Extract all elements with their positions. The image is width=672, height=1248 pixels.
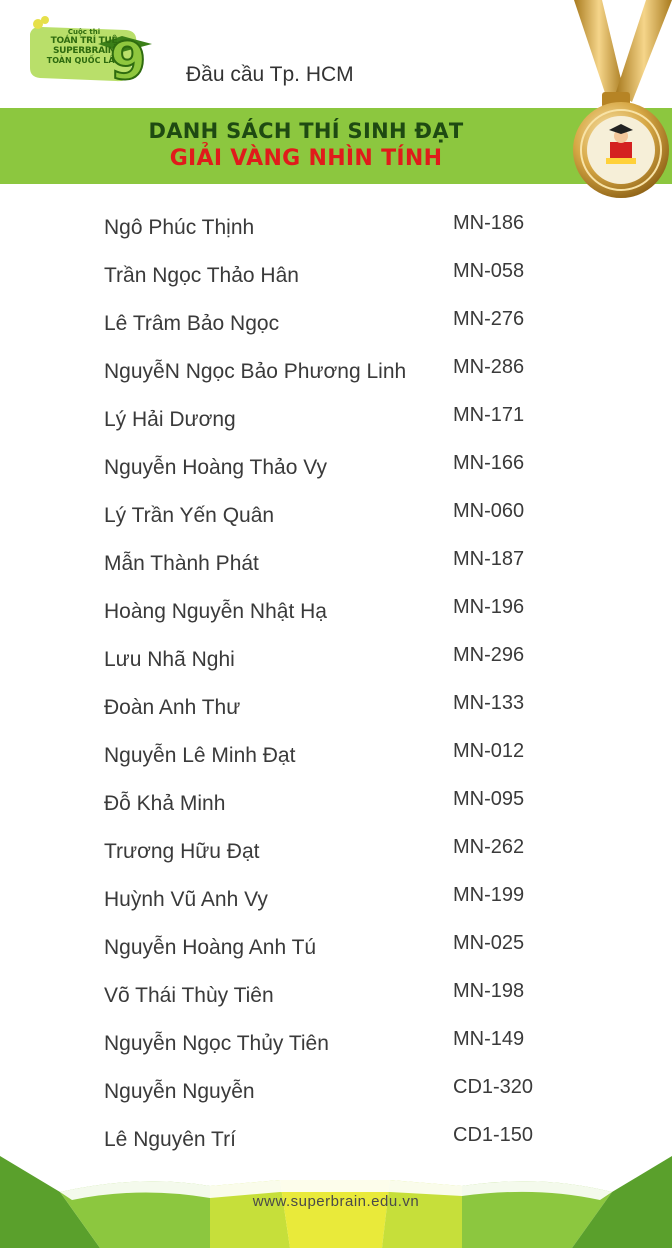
student-name: Nguyễn Ngọc Thủy Tiên <box>104 1032 329 1055</box>
list-item <box>0 350 672 398</box>
list-item <box>0 542 672 590</box>
student-name: Hoàng Nguyễn Nhật Hạ <box>104 600 327 623</box>
logo-line-2: SUPERBRAIN <box>52 46 116 56</box>
student-name: Lưu Nhã Nghi <box>104 648 235 671</box>
student-name: Nguyễn Hoàng Anh Tú <box>104 936 317 959</box>
logo-line-3: TOÀN QUỐC LẦN <box>46 56 122 65</box>
student-code: MN-286 <box>453 356 525 378</box>
list-item <box>0 926 672 974</box>
logo-number: 9 <box>110 32 147 92</box>
student-name: Ngô Phúc Thịnh <box>104 216 255 239</box>
student-name: Võ Thái Thùy Tiên <box>104 984 274 1007</box>
list-item <box>0 206 672 254</box>
student-code: CD1-320 <box>453 1076 534 1098</box>
student-code: MN-186 <box>453 212 525 234</box>
list-item <box>0 1022 672 1070</box>
student-name: Đỗ Khả Minh <box>104 792 226 815</box>
list-item <box>0 398 672 446</box>
student-code: MN-133 <box>453 692 525 714</box>
student-name: Nguyễn Nguyễn <box>104 1080 255 1103</box>
logo-line-1: TOÁN TRÍ TUỆ <box>50 36 118 46</box>
student-code: MN-060 <box>453 500 525 522</box>
student-list <box>0 206 672 1166</box>
student-code: MN-058 <box>453 260 525 282</box>
list-item <box>0 686 672 734</box>
student-code: MN-262 <box>453 836 525 858</box>
student-name: Nguyễn Lê Minh Đạt <box>104 744 296 767</box>
student-code: MN-187 <box>453 548 525 570</box>
list-item <box>0 590 672 638</box>
student-code: MN-276 <box>453 308 525 330</box>
gold-medal-icon <box>560 0 672 210</box>
list-item <box>0 1070 672 1118</box>
student-code: MN-171 <box>453 404 525 426</box>
list-item <box>0 494 672 542</box>
student-name: Lê Nguyên Trí <box>104 1128 236 1151</box>
student-code: MN-296 <box>453 644 525 666</box>
student-name: Đoàn Anh Thư <box>104 696 241 719</box>
student-name: NguyễN Ngọc Bảo Phương Linh <box>104 360 407 383</box>
list-item <box>0 302 672 350</box>
logo-line-small: Cuộc thi <box>67 28 101 36</box>
list-item <box>0 734 672 782</box>
list-item <box>0 830 672 878</box>
branch-label: Đầu cầu Tp. HCM <box>186 63 354 86</box>
list-item <box>0 254 672 302</box>
student-code: CD1-150 <box>453 1124 534 1146</box>
student-code: MN-199 <box>453 884 525 906</box>
list-item <box>0 974 672 1022</box>
student-code: MN-198 <box>453 980 525 1002</box>
student-name: Lý Trần Yến Quân <box>104 504 275 527</box>
list-item <box>0 782 672 830</box>
page-title: DANH SÁCH THÍ SINH ĐẠT <box>148 119 464 143</box>
student-code: MN-012 <box>453 740 525 762</box>
student-code: MN-196 <box>453 596 525 618</box>
student-code: MN-095 <box>453 788 525 810</box>
student-code: MN-166 <box>453 452 525 474</box>
student-name: Lý Hải Dương <box>104 408 236 431</box>
superbrain-logo <box>26 14 154 92</box>
list-item <box>0 446 672 494</box>
student-code: MN-149 <box>453 1028 525 1050</box>
student-name: Lê Trâm Bảo Ngọc <box>104 312 280 335</box>
student-code: MN-025 <box>453 932 525 954</box>
page-subtitle: GIẢI VÀNG NHÌN TÍNH <box>169 146 443 171</box>
list-item <box>0 638 672 686</box>
list-item <box>0 878 672 926</box>
student-name: Trương Hữu Đạt <box>104 840 260 863</box>
student-name: Mẫn Thành Phát <box>104 552 259 575</box>
student-name: Trần Ngọc Thảo Hân <box>104 264 299 287</box>
website-link[interactable]: www.superbrain.edu.vn <box>252 1193 420 1210</box>
student-name: Huỳnh Vũ Anh Vy <box>104 888 268 911</box>
student-name: Nguyễn Hoàng Thảo Vy <box>104 456 327 479</box>
